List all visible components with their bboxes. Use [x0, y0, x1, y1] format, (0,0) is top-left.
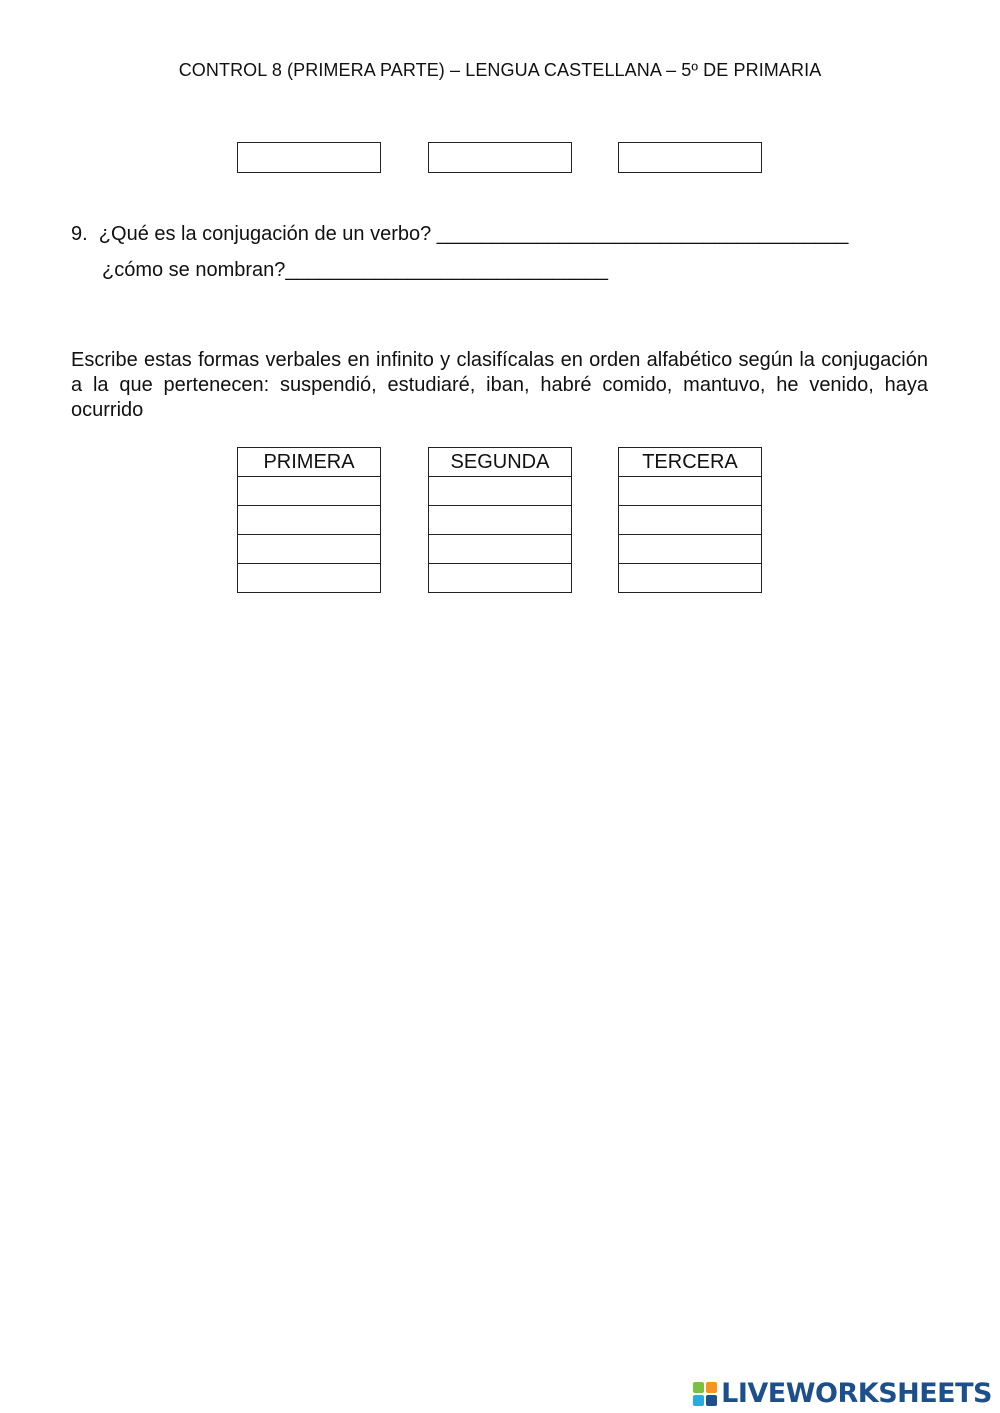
conjugation-table-first [237, 447, 381, 593]
answer-box-3[interactable] [618, 142, 762, 173]
table-header-first: PRIMERA [238, 448, 381, 477]
table-cell[interactable] [238, 564, 381, 593]
table-cell[interactable] [619, 564, 762, 593]
page-title: CONTROL 8 (PRIMERA PARTE) – LENGUA CASTELLANA – 5º DE PRIMARIA [178, 60, 822, 80]
table-cell[interactable] [619, 506, 762, 535]
table-cell[interactable] [429, 564, 572, 593]
table-cell[interactable] [238, 535, 381, 564]
table-cell[interactable] [238, 477, 381, 506]
liveworksheets-logo-icon [693, 1382, 717, 1406]
liveworksheets-logo [693, 1378, 992, 1409]
table-header-second: SEGUNDA [429, 448, 572, 477]
table-cell[interactable] [619, 535, 762, 564]
answer-box-2[interactable] [428, 142, 572, 173]
table-cell[interactable] [429, 477, 572, 506]
table-cell[interactable] [238, 506, 381, 535]
table-cell[interactable] [429, 506, 572, 535]
answer-box-1[interactable] [237, 142, 381, 173]
conjugation-table-second [428, 447, 572, 593]
liveworksheets-brand-text: LIVEWORKSHEETS [721, 1378, 992, 1409]
question-9-line-1: 9. ¿Qué es la conjugación de un verbo? _____________________________________ [71, 223, 849, 245]
table-cell[interactable] [429, 535, 572, 564]
table-header-third: TERCERA [619, 448, 762, 477]
question-9-line-2: ¿cómo se nombran?_____________________________ [102, 259, 608, 281]
exercise-instructions: Escribe estas formas verbales en infinito y clasifícalas en orden alfabético según la conjugación a la que pertenecen: suspendió, estudiaré, iban, habré comido, mantuvo, he venido, haya ocurrido [71, 349, 928, 421]
table-cell[interactable] [619, 477, 762, 506]
conjugation-table-third [618, 447, 762, 593]
